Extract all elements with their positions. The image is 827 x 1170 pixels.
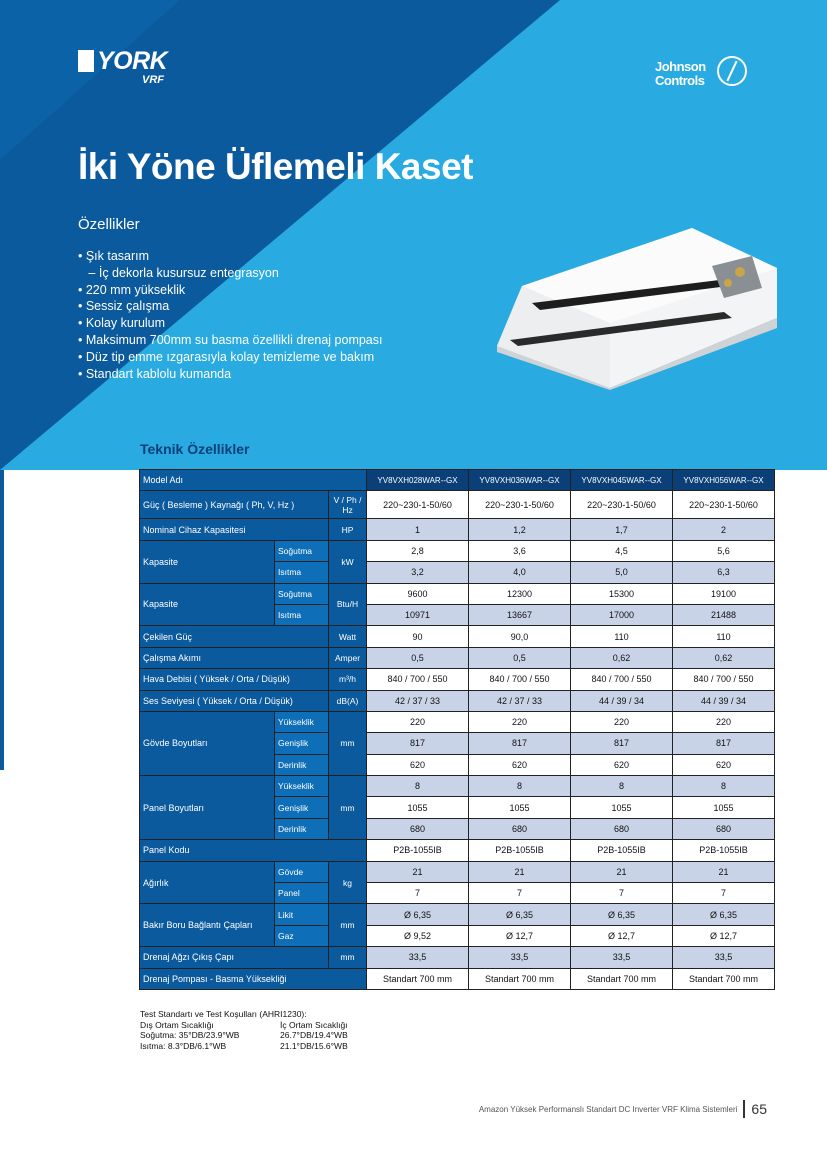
value-cell: Ø 12,7 [571, 925, 673, 946]
row-label: Çalışma Akımı [140, 647, 329, 668]
unit-cell: Amper [329, 647, 367, 668]
value-cell: 13667 [469, 604, 571, 625]
value-cell: 90 [367, 626, 469, 647]
feature-item: – İç dekorla kusursuz entegrasyon [78, 265, 279, 280]
table-row [140, 583, 775, 604]
row-label: Panel Boyutları [140, 776, 275, 840]
value-cell: Ø 6,35 [367, 904, 469, 925]
table-row [140, 470, 775, 491]
sub-label: Yükseklik [275, 711, 329, 732]
table-row [140, 690, 775, 711]
sub-label: Yükseklik [275, 776, 329, 797]
table-row [140, 968, 775, 989]
model-name: YV8VXH028WAR--GX [367, 470, 469, 491]
cooling-label: Soğutma: [140, 1030, 177, 1040]
model-label: Model Adı [140, 470, 367, 491]
value-cell: 220 [673, 711, 775, 732]
row-label: Güç ( Besleme ) Kaynağı ( Ph, V, Hz ) [140, 491, 329, 519]
cooling-indoor-value: 26.7°DB/19.4°WB [280, 1030, 348, 1040]
test-conditions-header-row [140, 1020, 348, 1031]
unit-cell: kW [329, 540, 367, 583]
value-cell: 21 [367, 861, 469, 882]
table-row [140, 947, 775, 968]
value-cell: 220 [367, 711, 469, 732]
value-cell: 4,0 [469, 562, 571, 583]
value-cell: Ø 6,35 [469, 904, 571, 925]
value-cell: 680 [571, 818, 673, 839]
value-cell: 220~230-1-50/60 [673, 491, 775, 519]
value-cell: 680 [673, 818, 775, 839]
sub-label: Gaz [275, 925, 329, 946]
value-cell: 0,62 [673, 647, 775, 668]
value-cell: 220~230-1-50/60 [571, 491, 673, 519]
row-label: Hava Debisi ( Yüksek / Orta / Düşük) [140, 669, 329, 690]
heating-outdoor [140, 1041, 280, 1052]
value-cell: 17000 [571, 604, 673, 625]
value-cell: 840 / 700 / 550 [673, 669, 775, 690]
sub-label: Isıtma [275, 562, 329, 583]
table-row [140, 669, 775, 690]
value-cell: 1055 [571, 797, 673, 818]
value-cell: 21 [469, 861, 571, 882]
page-title: İki Yöne Üflemeli Kaset [78, 146, 473, 187]
row-label: Drenaj Pompası - Basma Yüksekliği [140, 968, 367, 989]
value-cell: 0,5 [469, 647, 571, 668]
table-row [140, 904, 775, 925]
value-cell: 620 [469, 754, 571, 775]
value-cell: 0,5 [367, 647, 469, 668]
feature-item: • 220 mm yükseklik [78, 282, 186, 297]
value-cell: 220 [469, 711, 571, 732]
model-name: YV8VXH045WAR--GX [571, 470, 673, 491]
feature-item: • Maksimum 700mm su basma özellikli drenaj pompası [78, 332, 383, 347]
row-label: Panel Kodu [140, 840, 367, 861]
value-cell: 5,6 [673, 540, 775, 561]
cooling-outdoor [140, 1030, 280, 1041]
value-cell: 7 [571, 883, 673, 904]
value-cell: 620 [673, 754, 775, 775]
unit-cell: mm [329, 711, 367, 775]
heating-outdoor-value: 8.3°DB/6.1°WB [167, 1040, 227, 1051]
value-cell: 1,7 [571, 519, 673, 540]
row-label: Ses Seviyesi ( Yüksek / Orta / Düşük) [140, 690, 329, 711]
value-cell: 620 [367, 754, 469, 775]
value-cell: Ø 6,35 [571, 904, 673, 925]
heating-indoor-value: 21.1°DB/15.6°WB [280, 1040, 348, 1051]
value-cell: 44 / 39 / 34 [673, 690, 775, 711]
value-cell: 21 [673, 861, 775, 882]
york-logo-text: YORK [97, 47, 168, 75]
value-cell: 840 / 700 / 550 [367, 669, 469, 690]
sub-label: Genişlik [275, 733, 329, 754]
indoor-temp-label: İç Ortam Sıcaklığı [280, 1019, 348, 1030]
value-cell: P2B-1055IB [673, 840, 775, 861]
footer-divider [743, 1100, 745, 1118]
value-cell: 2 [673, 519, 775, 540]
row-label: Bakır Boru Bağlantı Çapları [140, 904, 275, 947]
model-name: YV8VXH036WAR--GX [469, 470, 571, 491]
feature-item: • Sessiz çalışma [78, 299, 170, 314]
value-cell: P2B-1055IB [571, 840, 673, 861]
value-cell: Ø 12,7 [673, 925, 775, 946]
features-list [78, 248, 383, 382]
value-cell: 33,5 [469, 947, 571, 968]
jc-logo-line1: Johnson [655, 59, 706, 74]
table-row [140, 840, 775, 861]
value-cell: 9600 [367, 583, 469, 604]
value-cell: 817 [571, 733, 673, 754]
value-cell: 44 / 39 / 34 [571, 690, 673, 711]
sub-label: Likit [275, 904, 329, 925]
test-conditions [140, 1009, 348, 1051]
table-row [140, 540, 775, 561]
johnson-controls-logo [655, 60, 706, 88]
value-cell: 8 [673, 776, 775, 797]
page-number: 65 [751, 1101, 767, 1117]
value-cell: Ø 12,7 [469, 925, 571, 946]
test-conditions-heading: Test Standartı ve Test Koşulları (AHRI1230): [140, 1009, 307, 1019]
value-cell: Standart 700 mm [469, 968, 571, 989]
value-cell: 0,62 [571, 647, 673, 668]
unit-line: V / Ph / [333, 494, 362, 505]
vrf-label: VRF [142, 74, 164, 86]
value-cell: Standart 700 mm [673, 968, 775, 989]
sub-label: Soğutma [275, 540, 329, 561]
value-cell: 3,6 [469, 540, 571, 561]
value-cell: 1,2 [469, 519, 571, 540]
unit-cell: dB(A) [329, 690, 367, 711]
value-cell: 12300 [469, 583, 571, 604]
value-cell: P2B-1055IB [469, 840, 571, 861]
sub-label: Soğutma [275, 583, 329, 604]
value-cell: 5,0 [571, 562, 673, 583]
unit-cell: m³/h [329, 669, 367, 690]
value-cell: 220~230-1-50/60 [367, 491, 469, 519]
value-cell: 8 [367, 776, 469, 797]
table-row [140, 491, 775, 519]
value-cell: 42 / 37 / 33 [469, 690, 571, 711]
footer-text: Amazon Yüksek Performanslı Standart DC Inverter VRF Klima Sistemleri [478, 1104, 738, 1114]
value-cell: 680 [367, 818, 469, 839]
unit-cell: kg [329, 861, 367, 904]
value-cell: 220~230-1-50/60 [469, 491, 571, 519]
value-cell: 680 [469, 818, 571, 839]
feature-item: • Kolay kurulum [78, 316, 166, 331]
page-footer [479, 1100, 767, 1118]
value-cell: 3,2 [367, 562, 469, 583]
model-name: YV8VXH056WAR--GX [673, 470, 775, 491]
table-row [140, 711, 775, 732]
value-cell: 10971 [367, 604, 469, 625]
cooling-condition-row [140, 1030, 348, 1041]
sub-label: Genişlik [275, 797, 329, 818]
feature-item: • Düz tip emme ızgarasıyla kolay temizleme ve bakım [78, 349, 375, 364]
unit-cell [329, 491, 367, 519]
york-logo-mark [78, 50, 94, 72]
features-heading: Özellikler [78, 216, 140, 233]
spec-table [139, 469, 775, 990]
value-cell: 1055 [673, 797, 775, 818]
cooling-outdoor-value: 35°DB/23.9°WB [178, 1030, 240, 1040]
value-cell: 620 [571, 754, 673, 775]
table-row [140, 776, 775, 797]
value-cell: 7 [367, 883, 469, 904]
value-cell: 21 [571, 861, 673, 882]
unit-cell: HP [329, 519, 367, 540]
value-cell: 1055 [367, 797, 469, 818]
table-row [140, 519, 775, 540]
value-cell: 21488 [673, 604, 775, 625]
value-cell: 4,5 [571, 540, 673, 561]
table-row [140, 647, 775, 668]
jc-logo-line2: Controls [655, 73, 705, 88]
value-cell: 8 [571, 776, 673, 797]
value-cell: 33,5 [367, 947, 469, 968]
value-cell: 110 [571, 626, 673, 647]
value-cell: 2,8 [367, 540, 469, 561]
sub-label: Derinlik [275, 818, 329, 839]
value-cell: 33,5 [673, 947, 775, 968]
value-cell: 7 [469, 883, 571, 904]
value-cell: 8 [469, 776, 571, 797]
unit-cell: mm [329, 947, 367, 968]
value-cell: Ø 9,52 [367, 925, 469, 946]
sub-label: Panel [275, 883, 329, 904]
value-cell: P2B-1055IB [367, 840, 469, 861]
outdoor-temp-label: Dış Ortam Sıcaklığı [140, 1019, 214, 1030]
value-cell: Ø 6,35 [673, 904, 775, 925]
value-cell: 19100 [673, 583, 775, 604]
value-cell: 7 [673, 883, 775, 904]
value-cell: 110 [673, 626, 775, 647]
value-cell: 1 [367, 519, 469, 540]
value-cell: 33,5 [571, 947, 673, 968]
row-label: Kapasite [140, 583, 275, 626]
row-label: Kapasite [140, 540, 275, 583]
value-cell: 42 / 37 / 33 [367, 690, 469, 711]
unit-cell: mm [329, 904, 367, 947]
cassette-unit-image [492, 228, 782, 390]
value-cell: 817 [367, 733, 469, 754]
value-cell: 817 [673, 733, 775, 754]
row-label: Ağırlık [140, 861, 275, 904]
left-accent-bar [0, 470, 4, 770]
value-cell: Standart 700 mm [571, 968, 673, 989]
unit-cell: Btu/H [329, 583, 367, 626]
value-cell: 817 [469, 733, 571, 754]
row-label: Drenaj Ağzı Çıkış Çapı [140, 947, 329, 968]
feature-item: • Şık tasarım [78, 249, 150, 263]
sub-label: Derinlik [275, 754, 329, 775]
row-label: Gövde Boyutları [140, 711, 275, 775]
value-cell: 6,3 [673, 562, 775, 583]
york-logo [78, 47, 168, 86]
unit-cell: mm [329, 776, 367, 840]
unit-cell: Watt [329, 626, 367, 647]
value-cell: Standart 700 mm [367, 968, 469, 989]
jc-logo-icon [717, 56, 747, 86]
value-cell: 15300 [571, 583, 673, 604]
value-cell: 840 / 700 / 550 [469, 669, 571, 690]
value-cell: 1055 [469, 797, 571, 818]
heating-condition-row [140, 1041, 348, 1052]
unit-line: Hz [342, 504, 353, 515]
row-label: Çekilen Güç [140, 626, 329, 647]
value-cell: 220 [571, 711, 673, 732]
heating-label: Isıtma: [140, 1040, 166, 1051]
row-label: Nominal Cihaz Kapasitesi [140, 519, 329, 540]
value-cell: 90,0 [469, 626, 571, 647]
table-row [140, 861, 775, 882]
value-cell: 840 / 700 / 550 [571, 669, 673, 690]
feature-item: • Standart kablolu kumanda [78, 366, 232, 381]
table-row [140, 626, 775, 647]
sub-label: Gövde [275, 861, 329, 882]
sub-label: Isıtma [275, 604, 329, 625]
spec-heading: Teknik Özellikler [140, 441, 250, 457]
